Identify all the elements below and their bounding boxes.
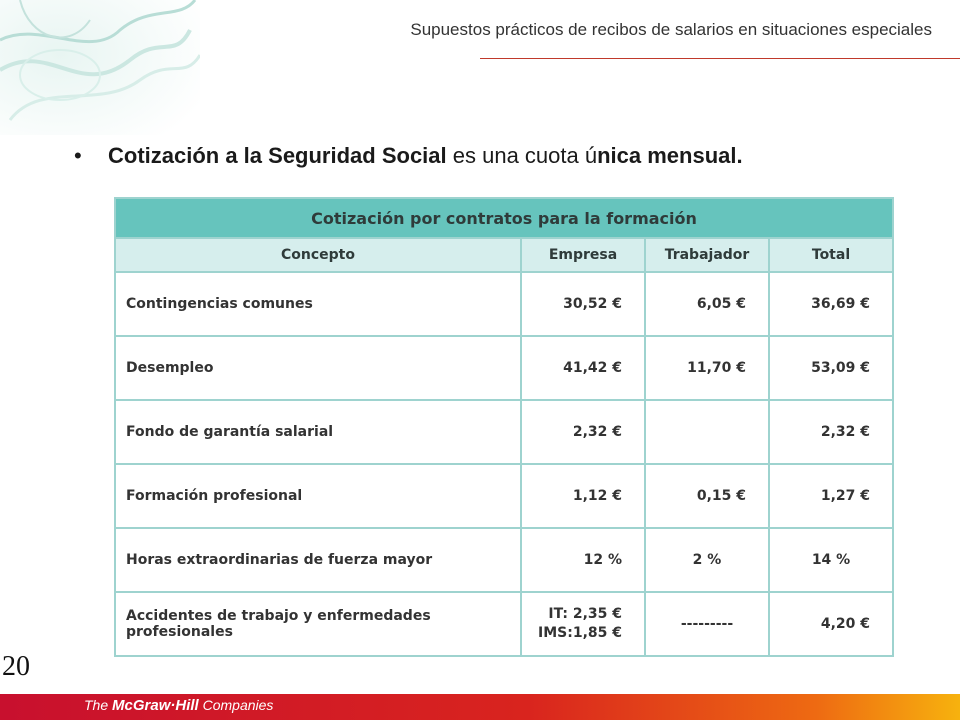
cell-empresa-line1: IT: 2,35 €	[548, 606, 622, 622]
cell-trabajador: 2 %	[645, 528, 769, 592]
cell-concepto: Contingencias comunes	[115, 272, 521, 336]
page-number: 20	[2, 651, 30, 682]
bullet-bold-part1: Cotización a la Seguridad Social	[108, 143, 447, 168]
cell-trabajador: 6,05 €	[645, 272, 769, 336]
cell-empresa: 2,32 €	[521, 400, 645, 464]
cell-total: 36,69 €	[769, 272, 893, 336]
cell-empresa-line2: IMS:1,85 €	[538, 625, 622, 641]
table-row	[115, 528, 893, 592]
cell-concepto: Accidentes de trabajo y enfermedades profesionales	[115, 592, 521, 656]
header-empresa: Empresa	[521, 238, 645, 272]
contribution-table	[114, 197, 894, 657]
cell-trabajador: 0,15 €	[645, 464, 769, 528]
cell-empresa: 1,12 €	[521, 464, 645, 528]
table-row	[115, 400, 893, 464]
footer-bar	[0, 694, 960, 720]
cell-trabajador: 11,70 €	[645, 336, 769, 400]
header-concepto: Concepto	[115, 238, 521, 272]
cell-total: 14 %	[769, 528, 893, 592]
header-divider	[480, 58, 960, 59]
bullet-bold-part2: nica mensual.	[597, 143, 743, 168]
publisher-logo	[84, 697, 273, 714]
cell-empresa: 30,52 €	[521, 272, 645, 336]
table-title: Cotización por contratos para la formación	[115, 198, 893, 238]
cell-total: 1,27 €	[769, 464, 893, 528]
cell-total: 2,32 €	[769, 400, 893, 464]
table-row	[115, 592, 893, 656]
cell-concepto: Horas extraordinarias de fuerza mayor	[115, 528, 521, 592]
cell-concepto: Formación profesional	[115, 464, 521, 528]
cell-trabajador: ---------	[645, 592, 769, 656]
cell-concepto: Fondo de garantía salarial	[115, 400, 521, 464]
decorative-swirl-graphic	[0, 0, 200, 135]
cell-empresa	[521, 592, 645, 656]
header-total: Total	[769, 238, 893, 272]
page-header-title: Supuestos prácticos de recibos de salarios en situaciones especiales	[410, 20, 932, 39]
table-row	[115, 336, 893, 400]
bullet-normal-part: es una cuota ú	[446, 143, 598, 168]
logo-prefix: The	[84, 697, 113, 713]
logo-brand: McGraw·Hill	[112, 697, 199, 714]
logo-suffix: Companies	[198, 697, 274, 713]
cell-concepto: Desempleo	[115, 336, 521, 400]
cell-total: 4,20 €	[769, 592, 893, 656]
cell-empresa: 12 %	[521, 528, 645, 592]
cell-total: 53,09 €	[769, 336, 893, 400]
table-row	[115, 272, 893, 336]
table-row	[115, 464, 893, 528]
cell-trabajador	[645, 400, 769, 464]
bullet-statement	[74, 143, 743, 169]
bullet-symbol: •	[74, 143, 82, 168]
header-trabajador: Trabajador	[645, 238, 769, 272]
cell-empresa: 41,42 €	[521, 336, 645, 400]
